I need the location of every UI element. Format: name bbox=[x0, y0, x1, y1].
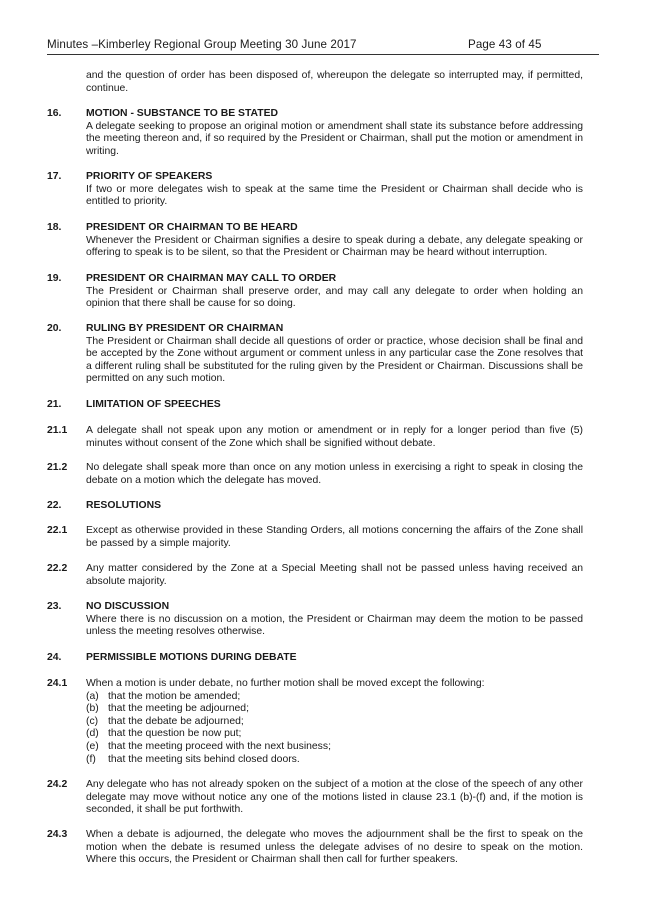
section-19-number: 19. bbox=[47, 273, 62, 284]
list-marker: (e) bbox=[86, 740, 99, 752]
section-21-2-body: No delegate shall speak more than once on any motion unless in exercising a right to speak in closing the debate on a motion which the delegate has moved. bbox=[86, 462, 583, 486]
section-16 bbox=[86, 108, 583, 158]
section-23 bbox=[86, 601, 583, 639]
list-item bbox=[86, 728, 583, 741]
list-text: that the question be now put; bbox=[108, 728, 242, 740]
section-22-1-number: 22.1 bbox=[47, 525, 68, 536]
list-text: that the meeting proceed with the next business; bbox=[108, 740, 331, 752]
section-24-3-number: 24.3 bbox=[47, 829, 68, 840]
section-22-2-number: 22.2 bbox=[47, 563, 68, 574]
section-17-number: 17. bbox=[47, 171, 62, 182]
section-24-1 bbox=[86, 678, 583, 766]
list-item bbox=[86, 741, 583, 754]
section-23-number: 23. bbox=[47, 601, 62, 612]
list-marker: (c) bbox=[86, 715, 99, 727]
section-20 bbox=[86, 323, 583, 386]
list-marker: (b) bbox=[86, 703, 99, 715]
section-18 bbox=[86, 222, 583, 260]
intro-paragraph: and the question of order has been disposed of, whereupon the delegate so interrupted may, if permitted, continue. bbox=[86, 70, 583, 94]
section-21-1-body: A delegate shall not speak upon any motion or amendment or in reply for a longer period than five (5) minutes without consent of the Zone which shall be signified without debate. bbox=[86, 425, 583, 449]
page-number: Page 43 of 45 bbox=[468, 38, 542, 51]
section-16-title: MOTION - SUBSTANCE TO BE STATED bbox=[86, 108, 279, 119]
list-item bbox=[86, 754, 583, 767]
section-17-title: PRIORITY OF SPEAKERS bbox=[86, 171, 213, 182]
list-text: that the meeting be adjourned; bbox=[108, 703, 249, 715]
section-22-number: 22. bbox=[47, 500, 62, 511]
section-24-number: 24. bbox=[47, 652, 62, 663]
section-24-title: PERMISSIBLE MOTIONS DURING DEBATE bbox=[86, 652, 297, 663]
list-item bbox=[86, 691, 583, 704]
section-21-title: LIMITATION OF SPEECHES bbox=[86, 399, 221, 410]
header-title: Minutes –Kimberley Regional Group Meeting 30 June 2017 bbox=[47, 38, 357, 51]
section-21-number: 21. bbox=[47, 399, 62, 410]
section-18-title: PRESIDENT OR CHAIRMAN TO BE HEARD bbox=[86, 222, 298, 233]
section-22-1-body: Except as otherwise provided in these Standing Orders, all motions concerning the affairs of the Zone shall be passed by a simple majority. bbox=[86, 525, 583, 549]
section-24-1-body: When a motion is under debate, no further motion shall be moved except the following: bbox=[86, 678, 485, 689]
section-20-body: The President or Chairman shall decide all questions of order or practice, whose decision shall be final and be accepted by the Zone without argument or comment unless in any particular case the Zone resolves that a different ruling shall be substituted for the ruling given by the President or Chairman. Discussions shall be permitted on any such motion. bbox=[86, 335, 583, 385]
list-marker: (d) bbox=[86, 728, 99, 740]
section-22-2-body: Any matter considered by the Zone at a Special Meeting shall not be passed unless having received an absolute majority. bbox=[86, 563, 583, 587]
section-24-1-number: 24.1 bbox=[47, 678, 68, 689]
list-item bbox=[86, 716, 583, 729]
section-24-2-body: Any delegate who has not already spoken on the subject of a motion at the close of the speech of any other delegate may move without notice any one of the motions listed in clause 23.1 (b)-(f) and, if the motion is seconded, it shall be put forthwith. bbox=[86, 779, 583, 816]
section-21-2-number: 21.2 bbox=[47, 462, 68, 473]
section-17-body: If two or more delegates wish to speak at the same time the President or Chairman shall decide who is entitled to priority. bbox=[86, 183, 583, 208]
section-19 bbox=[86, 273, 583, 311]
section-21-1-number: 21.1 bbox=[47, 425, 68, 436]
list-item bbox=[86, 703, 583, 716]
section-16-number: 16. bbox=[47, 108, 62, 119]
section-18-number: 18. bbox=[47, 222, 62, 233]
section-16-body: A delegate seeking to propose an original motion or amendment shall state its substance before addressing the meeting thereon and, if so required by the President or Chairman, shall put the motion or amendment in writing. bbox=[86, 120, 583, 157]
list-text: that the debate be adjourned; bbox=[108, 715, 244, 727]
section-20-title: RULING BY PRESIDENT OR CHAIRMAN bbox=[86, 323, 284, 334]
section-22-title: RESOLUTIONS bbox=[86, 500, 162, 511]
page-header bbox=[47, 38, 599, 55]
list-marker: (a) bbox=[86, 690, 99, 702]
section-24-2-number: 24.2 bbox=[47, 779, 68, 790]
section-19-body: The President or Chairman shall preserve order, and may call any delegate to order when holding an opinion that there shall be cause for so doing. bbox=[86, 285, 583, 310]
list-text: that the motion be amended; bbox=[108, 690, 241, 702]
list-marker: (f) bbox=[86, 753, 96, 765]
section-23-body: Where there is no discussion on a motion, the President or Chairman may deem the motion to be passed unless the meeting resolves otherwise. bbox=[86, 613, 583, 638]
section-20-number: 20. bbox=[47, 323, 62, 334]
section-24-3-body: When a debate is adjourned, the delegate who moves the adjournment shall be the first to speak on the motion when the debate is resumed unless the delegate advises of no desire to speak on the motion. Where this occurs, the President or Chairman shall then call for further speakers. bbox=[86, 829, 583, 866]
section-17 bbox=[86, 171, 583, 209]
list-text: that the meeting sits behind closed doors. bbox=[108, 753, 300, 765]
section-18-body: Whenever the President or Chairman signifies a desire to speak during a debate, any delegate speaking or offering to speak is to be silent, so that the President or Chairman may be heard without interruption. bbox=[86, 234, 583, 259]
section-23-title: NO DISCUSSION bbox=[86, 601, 170, 612]
section-19-title: PRESIDENT OR CHAIRMAN MAY CALL TO ORDER bbox=[86, 273, 337, 284]
